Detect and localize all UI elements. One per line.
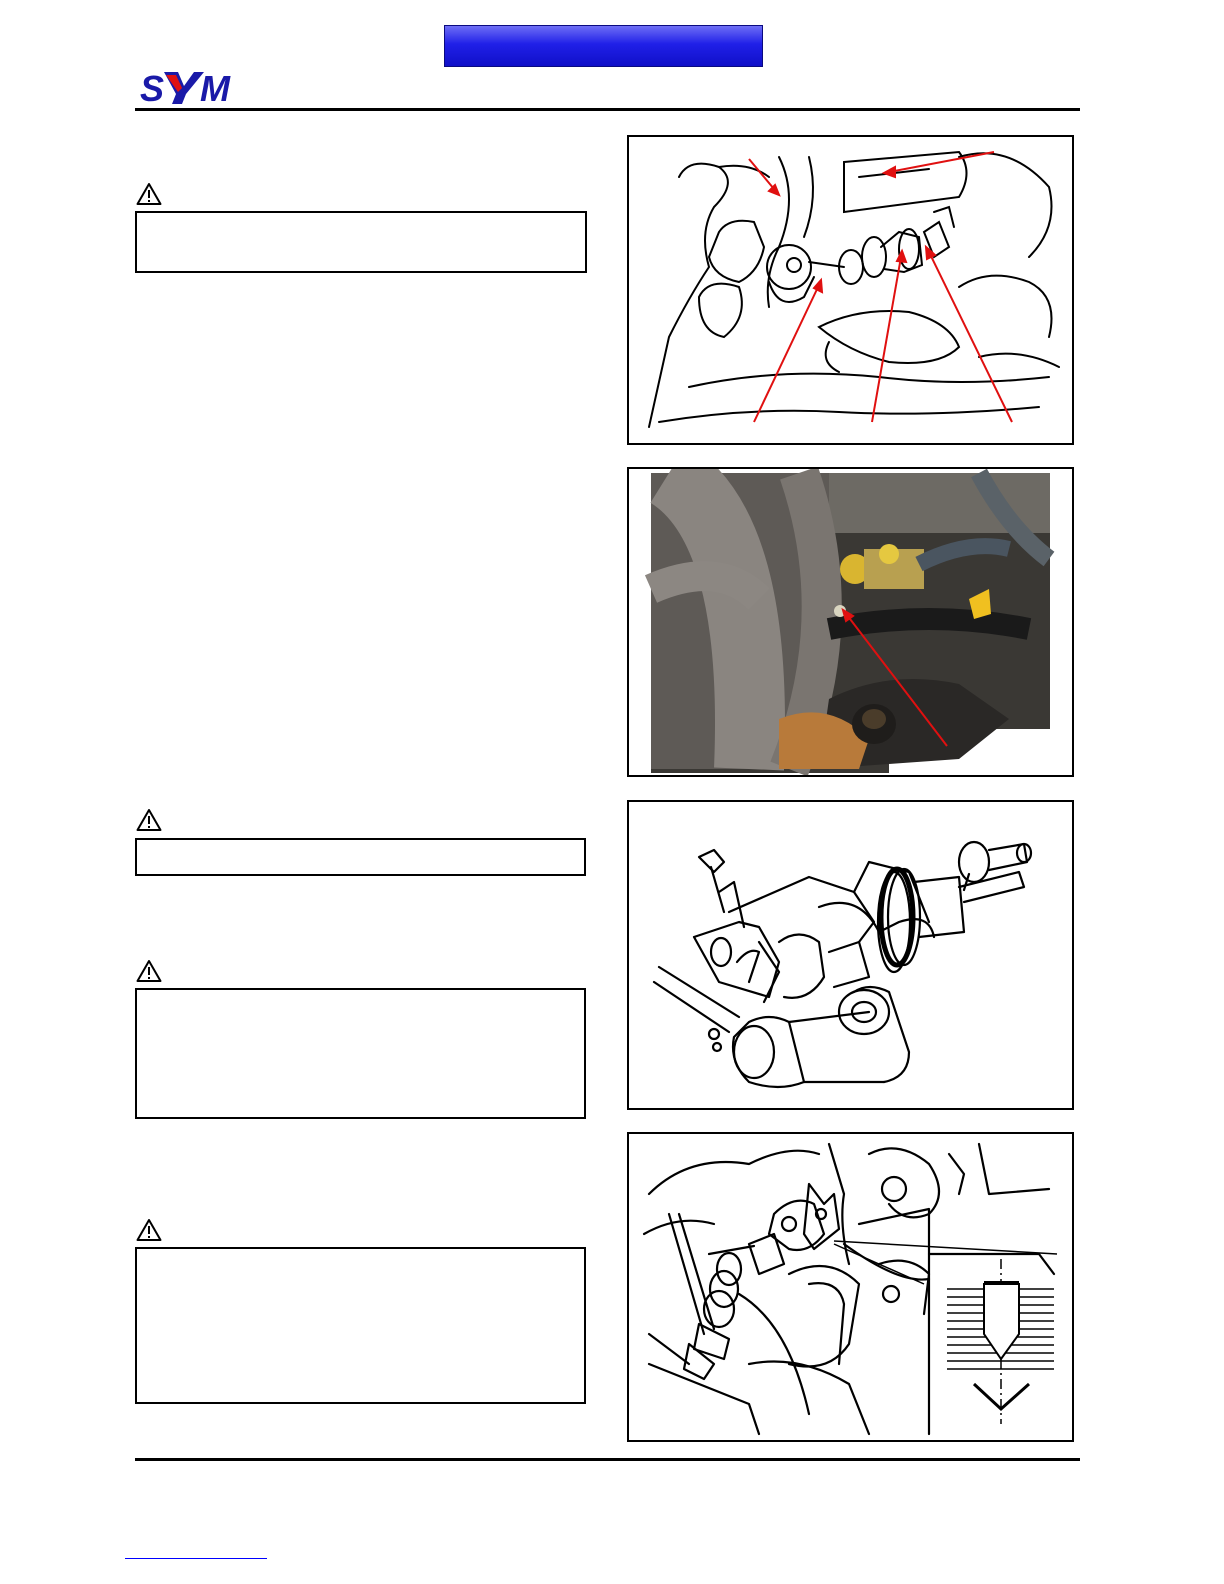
warning-triangle-icon xyxy=(136,182,162,206)
svg-text:S: S xyxy=(140,68,163,108)
figure-oil-pump-assembly xyxy=(627,800,1074,1110)
figure-oil-pump-drawing xyxy=(627,135,1074,445)
footer-link-underline[interactable] xyxy=(125,1558,267,1559)
warning-box-1 xyxy=(135,211,587,273)
header-tab xyxy=(444,25,763,67)
warning-triangle-icon xyxy=(136,808,162,832)
header-rule xyxy=(135,108,1080,111)
warning-box-2 xyxy=(135,838,586,876)
warning-triangle-icon xyxy=(136,959,162,983)
figure-alignment-marks xyxy=(627,1132,1074,1442)
oil-pump-assembly-drawing xyxy=(629,802,1072,1108)
figure-oil-pump-photo xyxy=(627,467,1074,777)
svg-text:M: M xyxy=(200,68,230,108)
alignment-marks-drawing xyxy=(629,1134,1072,1440)
warning-box-3 xyxy=(135,988,586,1119)
oil-pump-drawing xyxy=(629,137,1072,443)
sym-logo xyxy=(138,68,248,108)
oil-pump-photo xyxy=(629,469,1072,775)
warning-triangle-icon xyxy=(136,1218,162,1242)
warning-box-4 xyxy=(135,1247,586,1404)
footer-rule xyxy=(135,1458,1080,1461)
